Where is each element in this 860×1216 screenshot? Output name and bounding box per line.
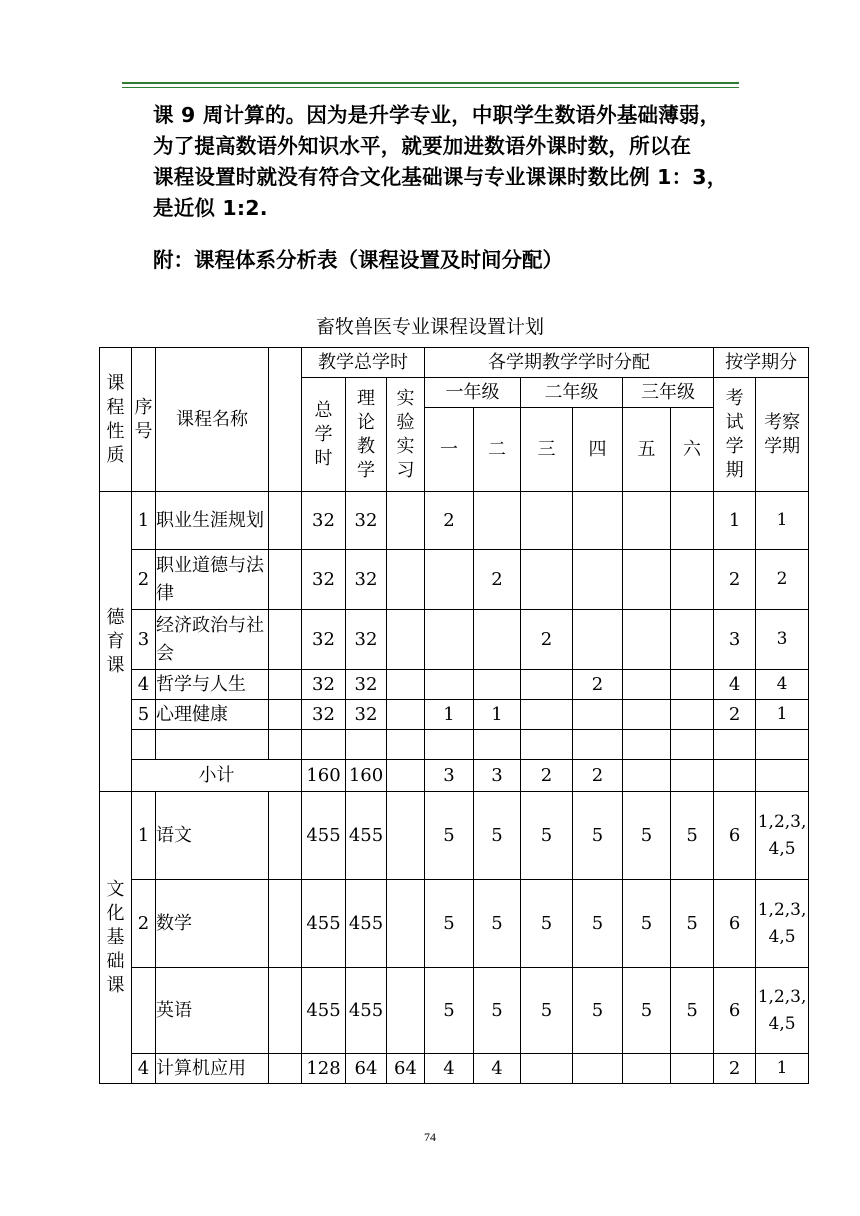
semester-3-cell: [521, 670, 573, 700]
category-label: 德育课: [106, 606, 125, 676]
semester-4-cell: [573, 730, 623, 760]
blank-cell: [269, 610, 302, 670]
semester-5-cell: [623, 610, 671, 670]
check-semester-cell: 3: [756, 610, 809, 670]
semester-3-cell: 2: [521, 760, 573, 792]
header-course-name: 课程名称: [156, 348, 269, 492]
course-name-cell: 职业道德与法律: [156, 550, 269, 610]
exam-semester-cell: [714, 730, 756, 760]
total-hours-cell: 455: [302, 880, 346, 968]
seq-cell: 4: [132, 670, 156, 700]
check-semester-cell: 1: [756, 700, 809, 730]
semester-1-cell: 5: [425, 880, 474, 968]
paragraph-line: 是近似 1:2.: [153, 196, 268, 220]
semester-2-cell: 5: [474, 792, 521, 880]
semester-2-cell: [474, 730, 521, 760]
course-name-cell: 心理健康: [156, 700, 269, 730]
header-total-group: 教学总学时: [302, 348, 425, 378]
semester-1-cell: 2: [425, 492, 474, 550]
blank-cell: [269, 550, 302, 610]
header-exam: 考试学期: [714, 378, 756, 492]
semester-4-cell: [573, 700, 623, 730]
exam-semester-cell: 6: [714, 968, 756, 1054]
semester-5-cell: [623, 700, 671, 730]
header-rule-thin: [122, 87, 739, 88]
semester-5-cell: [623, 550, 671, 610]
subtotal-label-cell: 小计: [132, 760, 302, 792]
semester-6-cell: 5: [671, 968, 714, 1054]
check-semester-cell: [756, 760, 809, 792]
category-cell: [100, 492, 132, 792]
total-hours-cell: 160: [302, 760, 346, 792]
header-s1: 一: [425, 408, 474, 492]
seq-cell: 1: [132, 492, 156, 550]
header-semester-group: 各学期教学学时分配: [425, 348, 714, 378]
check-semester-cell: 1,2,3,4,5: [756, 792, 809, 880]
practice-hours-cell: [387, 610, 425, 670]
semester-3-cell: [521, 700, 573, 730]
semester-6-cell: 5: [671, 880, 714, 968]
total-hours-cell: 32: [302, 670, 346, 700]
semester-5-cell: 5: [623, 792, 671, 880]
theory-hours-cell: 32: [346, 670, 387, 700]
exam-semester-cell: 4: [714, 670, 756, 700]
course-name-cell: 数学: [156, 880, 269, 968]
semester-2-cell: 3: [474, 760, 521, 792]
semester-2-cell: [474, 670, 521, 700]
semester-3-cell: [521, 550, 573, 610]
practice-hours-cell: 64: [387, 1054, 425, 1084]
table-row: [100, 670, 809, 700]
exam-semester-cell: 6: [714, 792, 756, 880]
header-s2: 二: [474, 408, 521, 492]
semester-4-cell: [573, 610, 623, 670]
course-name-cell: 哲学与人生: [156, 670, 269, 700]
theory-hours-cell: 32: [346, 492, 387, 550]
practice-hours-cell: [387, 968, 425, 1054]
semester-1-cell: [425, 550, 474, 610]
practice-hours-cell: [387, 492, 425, 550]
practice-hours-cell: [387, 550, 425, 610]
header-rule: [122, 82, 739, 84]
header-row-1: [100, 348, 809, 378]
header-theory: 理论教学: [346, 378, 387, 492]
semester-5-cell: [623, 492, 671, 550]
semester-3-cell: [521, 730, 573, 760]
theory-hours-cell: 32: [346, 610, 387, 670]
header-seq: 序号: [132, 348, 156, 492]
table-row: [100, 968, 809, 1054]
seq-cell: 3: [132, 610, 156, 670]
total-hours-cell: 455: [302, 968, 346, 1054]
table-body: [100, 348, 809, 1084]
blank-cell: [269, 968, 302, 1054]
seq-cell: [132, 968, 156, 1054]
exam-semester-cell: 1: [714, 492, 756, 550]
semester-2-cell: 4: [474, 1054, 521, 1084]
theory-hours-cell: [346, 730, 387, 760]
header-year1: 一年级: [425, 378, 521, 408]
semester-2-cell: 1: [474, 700, 521, 730]
check-semester-cell: 1,2,3,4,5: [756, 968, 809, 1054]
semester-1-cell: [425, 670, 474, 700]
practice-hours-cell: [387, 792, 425, 880]
check-semester-cell: 1,2,3,4,5: [756, 880, 809, 968]
total-hours-cell: 32: [302, 700, 346, 730]
exam-semester-cell: 6: [714, 880, 756, 968]
header-year2: 二年级: [521, 378, 623, 408]
semester-5-cell: [623, 760, 671, 792]
header-category: 课程性质: [100, 348, 132, 492]
practice-hours-cell: [387, 730, 425, 760]
paragraph-line: 为了提高数语外知识水平，就要加进数语外课时数，所以在: [153, 134, 692, 158]
semester-5-cell: [623, 670, 671, 700]
table-row: [100, 550, 809, 610]
theory-hours-cell: 32: [346, 700, 387, 730]
semester-4-cell: 5: [573, 880, 623, 968]
total-hours-cell: 455: [302, 792, 346, 880]
table-row: [100, 880, 809, 968]
table-caption: 畜牧兽医专业课程设置计划: [315, 316, 544, 338]
semester-5-cell: [623, 1054, 671, 1084]
category-label: 文化基础课: [106, 878, 125, 996]
semester-4-cell: [573, 1054, 623, 1084]
practice-hours-cell: [387, 700, 425, 730]
exam-semester-cell: 2: [714, 1054, 756, 1084]
exam-semester-cell: 2: [714, 550, 756, 610]
seq-cell: 1: [132, 792, 156, 880]
paragraph-line: 课 9 周计算的。因为是升学专业，中职学生数语外基础薄弱，: [153, 103, 721, 127]
table-row: [100, 700, 809, 730]
semester-1-cell: [425, 610, 474, 670]
blank-cell: [269, 492, 302, 550]
semester-6-cell: [671, 550, 714, 610]
blank-cell: [269, 880, 302, 968]
total-hours-cell: 32: [302, 610, 346, 670]
semester-3-cell: 2: [521, 610, 573, 670]
theory-hours-cell: 64: [346, 1054, 387, 1084]
table-row: [100, 492, 809, 550]
exam-semester-cell: 3: [714, 610, 756, 670]
appendix-title: 附：课程体系分析表（课程设置及时间分配）: [153, 248, 563, 272]
seq-cell: 5: [132, 700, 156, 730]
semester-4-cell: 2: [573, 760, 623, 792]
course-name-cell: 职业生涯规划: [156, 492, 269, 550]
semester-6-cell: [671, 760, 714, 792]
semester-6-cell: [671, 700, 714, 730]
semester-2-cell: [474, 610, 521, 670]
theory-hours-cell: 455: [346, 880, 387, 968]
total-hours-cell: 32: [302, 550, 346, 610]
semester-4-cell: [573, 550, 623, 610]
category-cell: [100, 792, 132, 1084]
theory-hours-cell: 32: [346, 550, 387, 610]
semester-2-cell: [474, 492, 521, 550]
semester-6-cell: [671, 610, 714, 670]
semester-3-cell: 5: [521, 968, 573, 1054]
subtotal-row: [100, 760, 809, 792]
course-name-cell: [156, 730, 269, 760]
semester-4-cell: 2: [573, 670, 623, 700]
blank-cell: [269, 792, 302, 880]
page-number: 74: [424, 1130, 436, 1144]
semester-6-cell: [671, 730, 714, 760]
semester-2-cell: 5: [474, 880, 521, 968]
semester-6-cell: [671, 670, 714, 700]
semester-5-cell: [623, 730, 671, 760]
table-row: [100, 610, 809, 670]
header-s6: 六: [671, 408, 714, 492]
semester-1-cell: 1: [425, 700, 474, 730]
blank-cell: [269, 1054, 302, 1084]
header-assess-group: 按学期分: [714, 348, 809, 378]
blank-cell: [269, 730, 302, 760]
table-row: [100, 792, 809, 880]
header-practice: 实验实习: [387, 378, 425, 492]
semester-2-cell: 2: [474, 550, 521, 610]
semester-2-cell: 5: [474, 968, 521, 1054]
check-semester-cell: [756, 730, 809, 760]
total-hours-cell: 32: [302, 492, 346, 550]
semester-3-cell: 5: [521, 880, 573, 968]
check-semester-cell: 2: [756, 550, 809, 610]
semester-3-cell: [521, 1054, 573, 1084]
total-hours-cell: 128: [302, 1054, 346, 1084]
seq-cell: 2: [132, 880, 156, 968]
body-paragraph: [153, 100, 763, 224]
total-hours-cell: [302, 730, 346, 760]
course-plan-table: [99, 347, 809, 1084]
header-total: 总学时: [302, 378, 346, 492]
course-name-cell: 语文: [156, 792, 269, 880]
semester-6-cell: [671, 492, 714, 550]
practice-hours-cell: [387, 880, 425, 968]
semester-6-cell: [671, 1054, 714, 1084]
blank-cell: [269, 670, 302, 700]
practice-hours-cell: [387, 760, 425, 792]
semester-4-cell: [573, 492, 623, 550]
check-semester-cell: 1: [756, 1054, 809, 1084]
seq-cell: [132, 730, 156, 760]
header-blank: [269, 348, 302, 492]
semester-6-cell: 5: [671, 792, 714, 880]
semester-4-cell: 5: [573, 968, 623, 1054]
table-row: [100, 730, 809, 760]
header-s4: 四: [573, 408, 623, 492]
course-name-cell: 计算机应用: [156, 1054, 269, 1084]
semester-5-cell: 5: [623, 968, 671, 1054]
semester-1-cell: 4: [425, 1054, 474, 1084]
semester-1-cell: 5: [425, 792, 474, 880]
semester-1-cell: 3: [425, 760, 474, 792]
semester-3-cell: 5: [521, 792, 573, 880]
header-check: 考察学期: [756, 378, 809, 492]
header-s5: 五: [623, 408, 671, 492]
theory-hours-cell: 160: [346, 760, 387, 792]
semester-4-cell: 5: [573, 792, 623, 880]
theory-hours-cell: 455: [346, 968, 387, 1054]
theory-hours-cell: 455: [346, 792, 387, 880]
course-name-cell: 经济政治与社会: [156, 610, 269, 670]
exam-semester-cell: 2: [714, 700, 756, 730]
header-year3: 三年级: [623, 378, 714, 408]
semester-5-cell: 5: [623, 880, 671, 968]
seq-cell: 2: [132, 550, 156, 610]
seq-cell: 4: [132, 1054, 156, 1084]
table-row: [100, 1054, 809, 1084]
header-s3: 三: [521, 408, 573, 492]
practice-hours-cell: [387, 670, 425, 700]
paragraph-line: 课程设置时就没有符合文化基础课与专业课课时数比例 1：3，: [153, 165, 728, 189]
semester-1-cell: [425, 730, 474, 760]
course-name-cell: 英语: [156, 968, 269, 1054]
blank-cell: [269, 700, 302, 730]
semester-3-cell: [521, 492, 573, 550]
check-semester-cell: 1: [756, 492, 809, 550]
semester-1-cell: 5: [425, 968, 474, 1054]
exam-semester-cell: [714, 760, 756, 792]
check-semester-cell: 4: [756, 670, 809, 700]
